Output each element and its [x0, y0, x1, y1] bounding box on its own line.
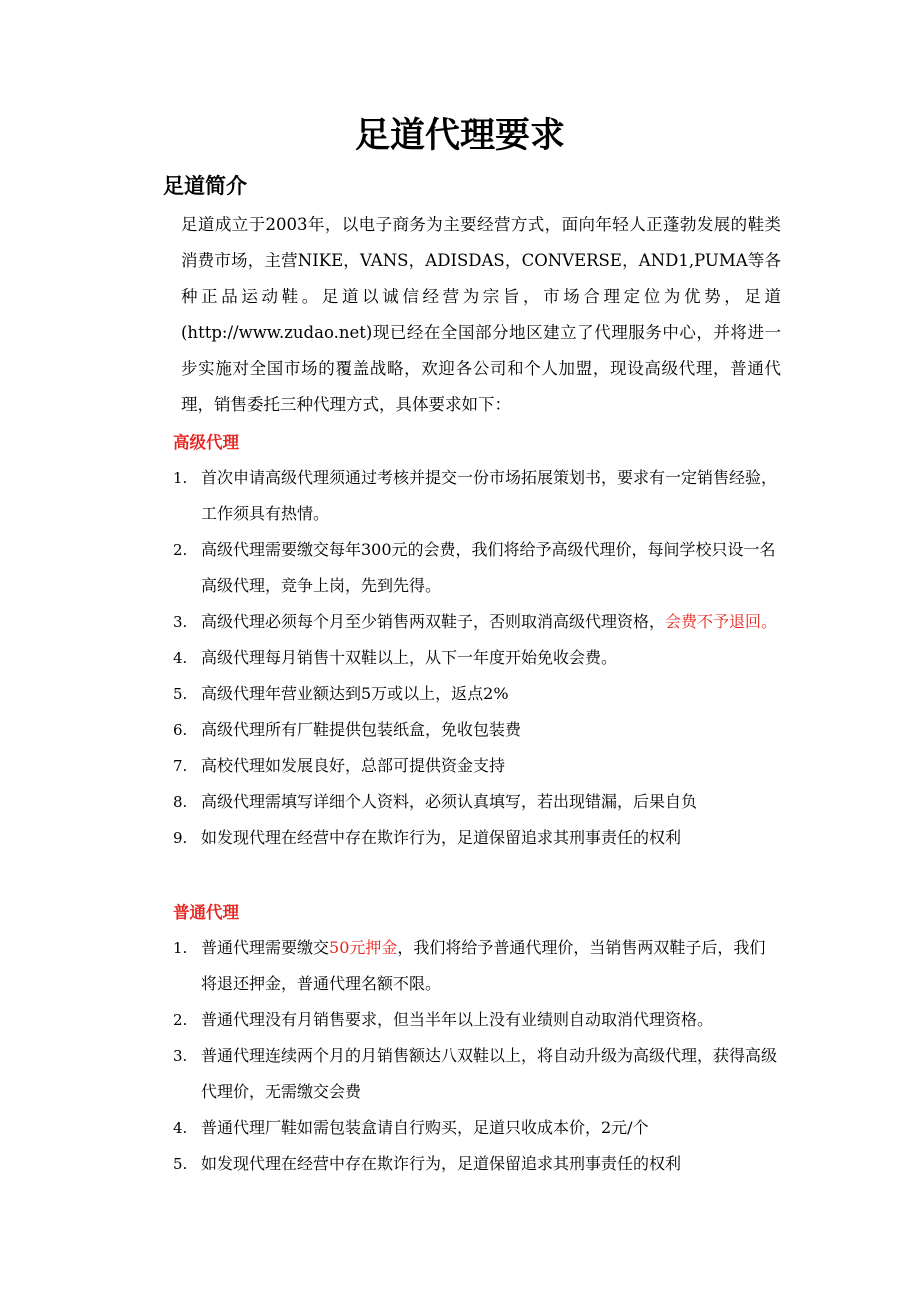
list-item — [173, 784, 781, 820]
intro-heading: 足道简介 — [163, 174, 247, 198]
list-item — [173, 1146, 781, 1182]
intro-paragraph: 足道成立于2003年，以电子商务为主要经营方式，面向年轻人正蓬勃发展的鞋类消费市场，主营NIKE，VANS，ADISDAS，CONVERSE，AND1,PUMA等各种正品运动鞋。足道以诚信经营为宗旨，市场合理定位为优势，足道(http://www.zudao.net)现已经在全国部分地区建立了代理服务中心，并将进一步实施对全国市场的覆盖战略，欢迎各公司和个人加盟，现设高级代理，普通代理，销售委托三种代理方式，具体要求如下： — [181, 215, 781, 414]
item-text: 高级代理需填写详细个人资料，必须认真填写，若出现错漏，后果自负 — [201, 792, 698, 811]
item-number: 3. — [173, 1047, 188, 1065]
list-item — [173, 712, 781, 748]
item-number: 8. — [173, 793, 188, 811]
item-number: 5. — [173, 685, 188, 703]
page-title: 足道代理要求 — [354, 116, 565, 156]
list-item — [173, 748, 781, 784]
item-text: 如发现代理在经营中存在欺诈行为，足道保留追求其刑事责任的权利 — [201, 828, 682, 847]
list-item — [173, 460, 781, 532]
item-number: 6. — [173, 721, 188, 739]
item-text: 普通代理需要缴交 — [201, 938, 330, 957]
item-number: 2. — [173, 541, 188, 559]
item-highlight: 会费不予退回。 — [665, 612, 778, 631]
item-number: 9. — [173, 829, 188, 847]
item-text: 如发现代理在经营中存在欺诈行为，足道保留追求其刑事责任的权利 — [201, 1154, 682, 1173]
item-text: 高级代理必须每个月至少销售两双鞋子，否则取消高级代理资格， — [201, 612, 666, 631]
item-number: 1. — [173, 469, 188, 487]
item-number: 7. — [173, 757, 188, 775]
list-item — [173, 604, 781, 640]
item-text: 普通代理厂鞋如需包装盒请自行购买，足道只收成本价，2元/个 — [201, 1118, 649, 1137]
deposit-highlight: 50元押金 — [329, 938, 398, 957]
regular-agent-heading: 普通代理 — [173, 903, 239, 922]
list-item — [173, 640, 781, 676]
list-item — [173, 820, 781, 856]
item-text: 高级代理年营业额达到5万或以上，返点2% — [201, 684, 509, 703]
regular-agent-list — [173, 930, 781, 1182]
item-number: 1. — [173, 939, 188, 957]
list-item — [173, 1038, 781, 1110]
item-number: 4. — [173, 1119, 188, 1137]
item-text: 普通代理没有月销售要求，但当半年以上没有业绩则自动取消代理资格。 — [201, 1010, 714, 1029]
item-number: 4. — [173, 649, 188, 667]
list-item — [173, 676, 781, 712]
item-text: 高级代理每月销售十双鞋以上，从下一年度开始免收会费。 — [201, 648, 618, 667]
item-text: 高校代理如发展良好，总部可提供资金支持 — [201, 756, 506, 775]
senior-agent-list — [173, 460, 781, 856]
item-number: 3. — [173, 613, 188, 631]
item-number: 2. — [173, 1011, 188, 1029]
item-text: 首次申请高级代理须通过考核并提交一份市场拓展策划书，要求有一定销售经验，工作须具有热情。 — [201, 468, 778, 523]
list-item — [173, 1002, 781, 1038]
item-text: ，我们将给予普通代理价，当销售两双鞋子后，我们将退还押金，普通代理名额不限。 — [201, 938, 766, 993]
list-item — [173, 930, 781, 1002]
item-number: 5. — [173, 1155, 188, 1173]
item-text: 高级代理需要缴交每年300元的会费，我们将给予高级代理价，每间学校只设一名高级代理，竞争上岗，先到先得。 — [201, 540, 776, 595]
list-item — [173, 1110, 781, 1146]
item-text: 高级代理所有厂鞋提供包装纸盒，免收包装费 — [201, 720, 522, 739]
senior-agent-heading: 高级代理 — [173, 433, 239, 452]
item-text: 普通代理连续两个月的月销售额达八双鞋以上，将自动升级为高级代理，获得高级代理价，无需缴交会费 — [201, 1046, 778, 1101]
list-item — [173, 532, 781, 604]
